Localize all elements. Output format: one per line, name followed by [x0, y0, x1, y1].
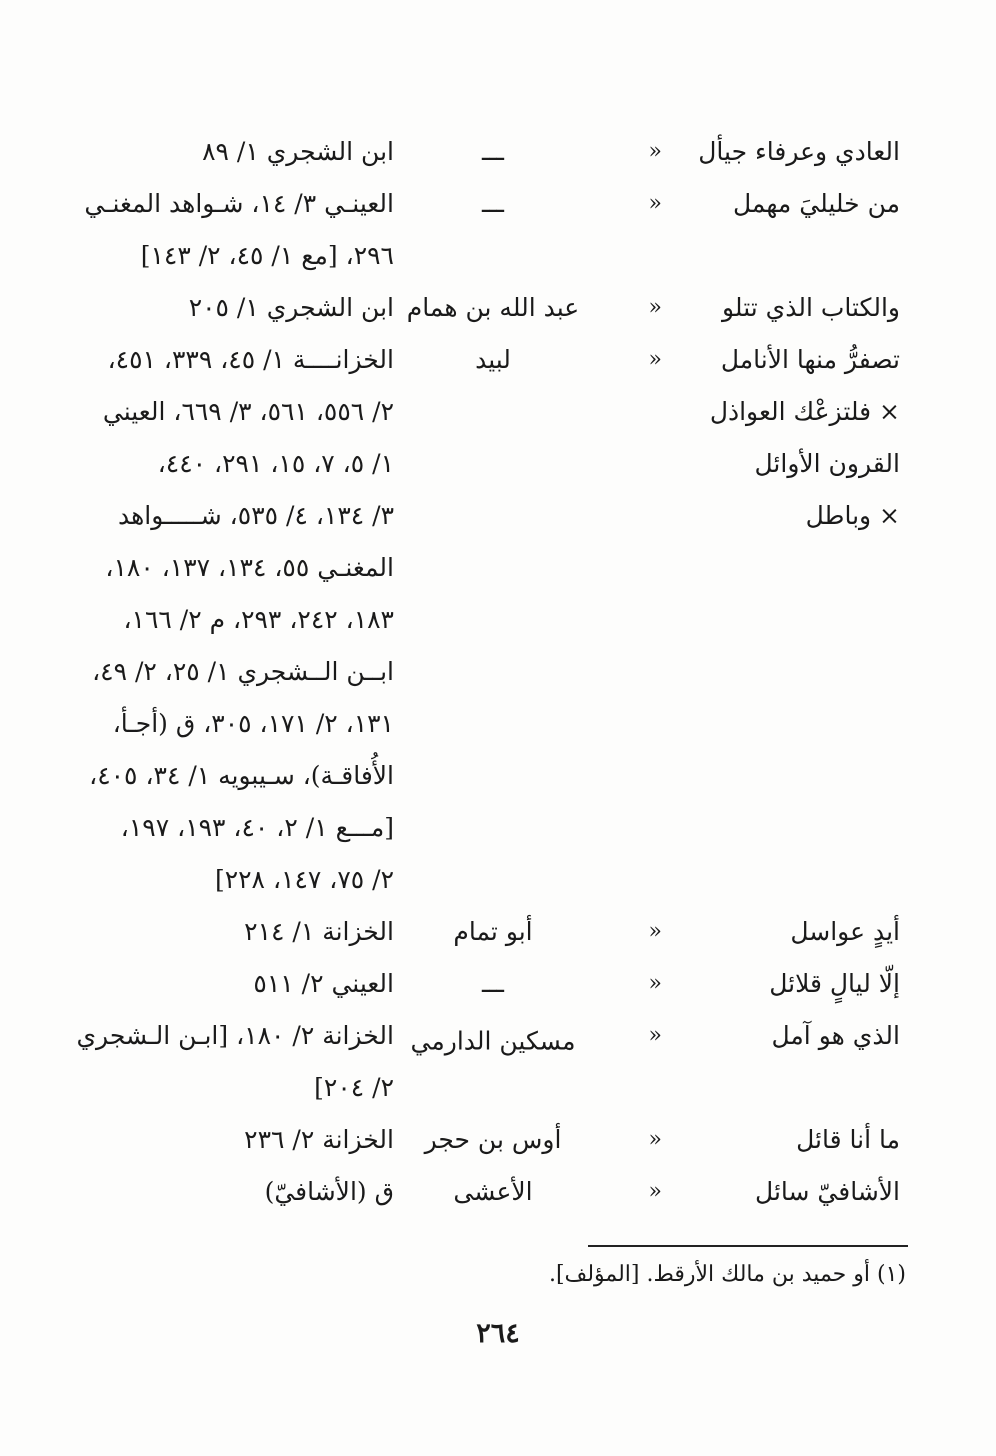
source-reference: ق (الأشافيّ): [264, 1177, 394, 1206]
index-row: [40, 698, 920, 750]
verse-fragment: × فلتزعْك العواذل: [709, 397, 900, 426]
ditto-mark: «: [648, 1023, 662, 1048]
source-reference: ١٨٣، ٢٤٢، ٢٩٣، م ٢/ ١٦٦،: [123, 605, 394, 634]
index-row: [40, 958, 920, 1010]
index-row: [40, 750, 920, 802]
index-row: [40, 594, 920, 646]
source-reference: ٢/ ٥٥٦، ٥٦١، ٣/ ٦٦٩، العيني: [102, 397, 394, 426]
poet-name: مسكين الدارمي: [410, 1026, 576, 1056]
index-row: [40, 1062, 920, 1114]
poet-name: ـــ: [482, 137, 504, 166]
verse-fragment: أيدٍ عواسل: [790, 917, 900, 946]
verse-fragment: القرون الأوائل: [754, 449, 900, 478]
index-row: [40, 854, 920, 906]
ditto-mark: «: [648, 347, 662, 372]
poet-name: الأعشى: [453, 1177, 533, 1206]
poet-name: لبيد: [475, 345, 511, 374]
index-row: [40, 282, 920, 334]
poet-name: أوس بن حجر: [424, 1125, 562, 1154]
index-row: [40, 802, 920, 854]
index-row: [40, 542, 920, 594]
footnote-rule: [588, 1245, 908, 1247]
index-row: [40, 230, 920, 282]
index-row: [40, 1010, 920, 1062]
verse-fragment: الأشافيّ سائل: [755, 1177, 900, 1206]
index-row: [40, 646, 920, 698]
index-row: [40, 334, 920, 386]
source-reference: ٢٩٦، [مع ١/ ٤٥، ٢/ ١٤٣]: [140, 241, 394, 270]
index-row: [40, 906, 920, 958]
source-reference: العينـي ٣/ ١٤، شـواهد المغنـي: [84, 189, 394, 218]
verse-fragment: تصفرُّ منها الأنامل: [720, 345, 900, 374]
source-reference: ابن الشجري ١/ ٨٩: [202, 137, 394, 166]
source-reference: الخزانة ١/ ٢١٤: [244, 917, 394, 946]
ditto-mark: «: [648, 191, 662, 216]
footnote: (١) أو حميد بن مالك الأرقط. [المؤلف].: [548, 1262, 906, 1287]
source-reference: الخزانــــة ١/ ٤٥، ٣٣٩، ٤٥١،: [107, 345, 394, 374]
source-reference: الخزانة ٢/ ١٨٠، [ابـن الـشجري: [76, 1021, 394, 1050]
ditto-mark: «: [648, 139, 662, 164]
source-reference: ٢/ ٢٠٤]: [314, 1073, 394, 1102]
poet-name: أبو تمام: [453, 917, 533, 946]
ditto-mark: «: [648, 1179, 662, 1204]
index-row: [40, 126, 920, 178]
verse-fragment: والكتاب الذي تتلو: [722, 293, 900, 322]
verse-fragment: العادي وعرفاء جيأل: [698, 137, 900, 166]
source-reference: ابــن الــشجري ١/ ٢٥، ٢/ ٤٩،: [92, 657, 394, 686]
source-reference: ٣/ ١٣٤، ٤/ ٥٣٥، شـــــواهد: [118, 501, 394, 530]
poet-name: ـــ: [482, 969, 504, 998]
ditto-mark: «: [648, 1127, 662, 1152]
index-row: [40, 438, 920, 490]
source-reference: ٢/ ٧٥، ١٤٧، ٢٢٨]: [214, 865, 394, 894]
verse-fragment: إلّا ليالٍ قلائل: [769, 969, 900, 998]
index-row: [40, 1166, 920, 1218]
page-number: ٢٦٤: [476, 1318, 520, 1349]
ditto-mark: «: [648, 919, 662, 944]
verse-fragment: × وباطل: [805, 501, 900, 530]
source-reference: العيني ٢/ ٥١١: [253, 969, 394, 998]
poet-name: عبد الله بن همام: [406, 293, 580, 322]
source-reference: ١٣١، ٢/ ١٧١، ٣٠٥، ق (أجـأ،: [112, 709, 394, 738]
source-reference: ابن الشجري ١/ ٢٠٥: [188, 293, 394, 322]
verse-fragment: من خليليَ مهمل: [732, 189, 900, 218]
verse-index-table: [40, 126, 920, 1218]
index-row: [40, 386, 920, 438]
source-reference: المغنـي ٥٥، ١٣٤، ١٣٧، ١٨٠،: [105, 553, 394, 582]
ditto-mark: «: [648, 971, 662, 996]
source-reference: [مـــع ١/ ٢، ٤٠، ١٩٣، ١٩٧،: [120, 813, 394, 842]
index-row: [40, 178, 920, 230]
source-reference: الأُفاقـة)، سـيبويه ١/ ٣٤، ٤٠٥،: [89, 761, 394, 790]
poet-name: ـــ: [482, 189, 504, 218]
index-row: [40, 1114, 920, 1166]
index-row: [40, 490, 920, 542]
ditto-mark: «: [648, 295, 662, 320]
verse-fragment: ما أنا قائل: [796, 1125, 900, 1154]
source-reference: ١/ ٥، ٧، ١٥، ٢٩١، ٤٤٠،: [157, 449, 394, 478]
source-reference: الخزانة ٢/ ٢٣٦: [244, 1125, 394, 1154]
verse-fragment: الذي هو آمل: [771, 1021, 900, 1050]
